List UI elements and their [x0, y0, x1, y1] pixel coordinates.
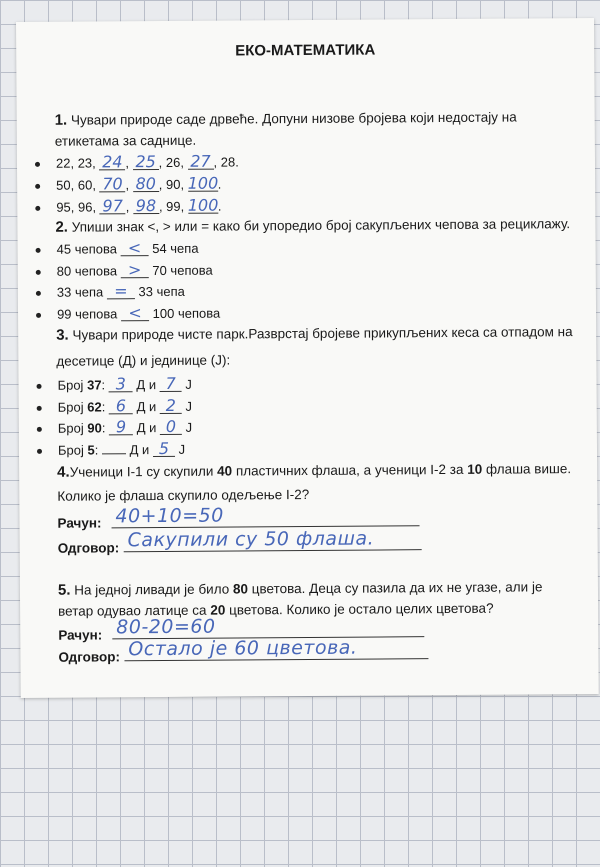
bullet-icon: [36, 313, 41, 318]
q3-row4-ones: 5: [153, 441, 175, 457]
q2-row3-sign: =: [107, 283, 135, 299]
q4-odgovor-line: [124, 527, 422, 552]
q5-racun-line: [112, 615, 424, 639]
q5-odgovor-line: [124, 636, 428, 661]
bullet-icon: [36, 270, 41, 275]
q4-racun-line: [111, 504, 419, 528]
q2-text: Упиши знак <, > или = како би упоредио број сакупљених чепова за рециклажу.: [71, 216, 571, 235]
q3-text-line2: десетице (Д) и јединице (Ј):: [56, 352, 231, 369]
q1-row1-fill1: 24: [99, 154, 125, 170]
q1-row2-fill2: 80: [133, 176, 159, 192]
worksheet-title: ЕКО-МАТЕМАТИКА: [235, 41, 376, 60]
bullet-icon: [37, 384, 42, 389]
q3-row-4: Број 5: Д и 5 Ј: [37, 441, 185, 458]
worksheet: [16, 18, 599, 698]
q3-row-3: Број 90: 9 Д и 0 Ј: [37, 419, 192, 436]
q2-row-3: 33 чепа = 33 чепа: [36, 283, 185, 300]
bullet-icon: [37, 406, 42, 411]
bullet-icon: [35, 206, 40, 211]
q1-row1-fill3: 27: [187, 154, 213, 170]
q2-row1-sign: <: [120, 240, 148, 256]
q1-number: 1.: [54, 111, 68, 129]
q1-text-line1: Чувари природе саде дрвеће. Допуни низове бројева који недостају на: [70, 109, 517, 128]
q3-row2-ones: 2: [160, 398, 182, 414]
q3-row2-tens: 6: [109, 398, 133, 414]
q2-number: 2.: [55, 218, 69, 236]
q3-row-1: Број 37: 3 Д и 7 Ј: [36, 376, 191, 393]
bullet-icon: [36, 291, 41, 296]
q4-racun-label: Рачун:: [57, 515, 102, 531]
q3-prompt-line1: [56, 323, 573, 344]
q3-row-2: Број 62: 6 Д и 2 Ј: [37, 398, 192, 415]
q1-prompt-line1: [55, 109, 517, 129]
q1-row1-fill2: 25: [133, 154, 159, 170]
q1-row-2: 50, 60, 70 , 80 , 90, 100.: [35, 176, 221, 193]
q2-prompt: [55, 215, 570, 236]
q1-row3-fill3: 100: [187, 195, 219, 215]
q1-row-3: 95, 96, 97 , 98 , 99, 100.: [35, 198, 221, 215]
q3-number: 3.: [56, 326, 69, 344]
q2-row-4: 99 чепова < 100 чепова: [36, 305, 220, 322]
q4-odgovor-label: Одговор:: [57, 540, 120, 556]
q2-row2-sign: >: [121, 262, 149, 278]
q3-row3-ones: 0: [160, 419, 182, 435]
q1-text-line2: етикетама за саднице.: [54, 132, 197, 149]
q4-racun-answer: 40+10=50: [115, 504, 224, 528]
q1-row2-fill1: 70: [99, 176, 125, 192]
bullet-icon: [35, 184, 40, 189]
q4-text-line2: Колико је флаша скупило одељење I-2?: [57, 486, 310, 504]
bullet-icon: [35, 162, 40, 167]
q1-row3-fill1: 97: [100, 198, 126, 214]
q2-row-1: 45 чепова < 54 чепа: [36, 240, 199, 257]
q3-row3-tens: 9: [109, 419, 133, 435]
q5-racun-answer: 80-20=60: [116, 615, 216, 639]
q1-row2-fill3: 100: [187, 173, 219, 193]
q2-row4-sign: <: [121, 305, 149, 321]
bullet-icon: [36, 248, 41, 253]
q3-text-line1: Чувари природе чисте парк.Разврстај бројеве прикупљених кеса са отпадом на: [72, 324, 573, 343]
q3-row4-tens: [102, 453, 126, 454]
q1-row-1: 22, 23, 24 , 25 , 26, 27 , 28.: [35, 153, 239, 170]
q2-row-2: 80 чепова > 70 чепова: [36, 262, 213, 279]
q5-odgovor-answer: Остало је 60 цветова.: [128, 636, 358, 661]
q1-row3-fill2: 98: [133, 198, 159, 214]
bullet-icon: [37, 449, 42, 454]
bullet-icon: [37, 427, 42, 432]
q3-row1-tens: 3: [109, 376, 133, 392]
q5-number: 5.: [57, 581, 71, 599]
q5-racun-label: Рачун:: [58, 627, 103, 643]
q5-prompt-line2: ветар одувао латице са 20 цветова. Колико је остало целих цветова?: [58, 600, 494, 619]
q4-odgovor-answer: Сакупили су 50 флаша.: [127, 527, 375, 552]
q3-row1-ones: 7: [160, 376, 182, 392]
q4-number: 4.: [57, 463, 70, 481]
q5-odgovor-label: Одговор:: [58, 649, 121, 665]
q4-prompt-line1: 4.Ученици I-1 су скупили 40 пластичних флаша, а ученици I-2 за 10 флаша више.: [57, 461, 572, 481]
q5-prompt-line1: 5. На једној ливади је било 80 цветова. Деца су пазила да их не угазе, али је: [57, 579, 543, 599]
